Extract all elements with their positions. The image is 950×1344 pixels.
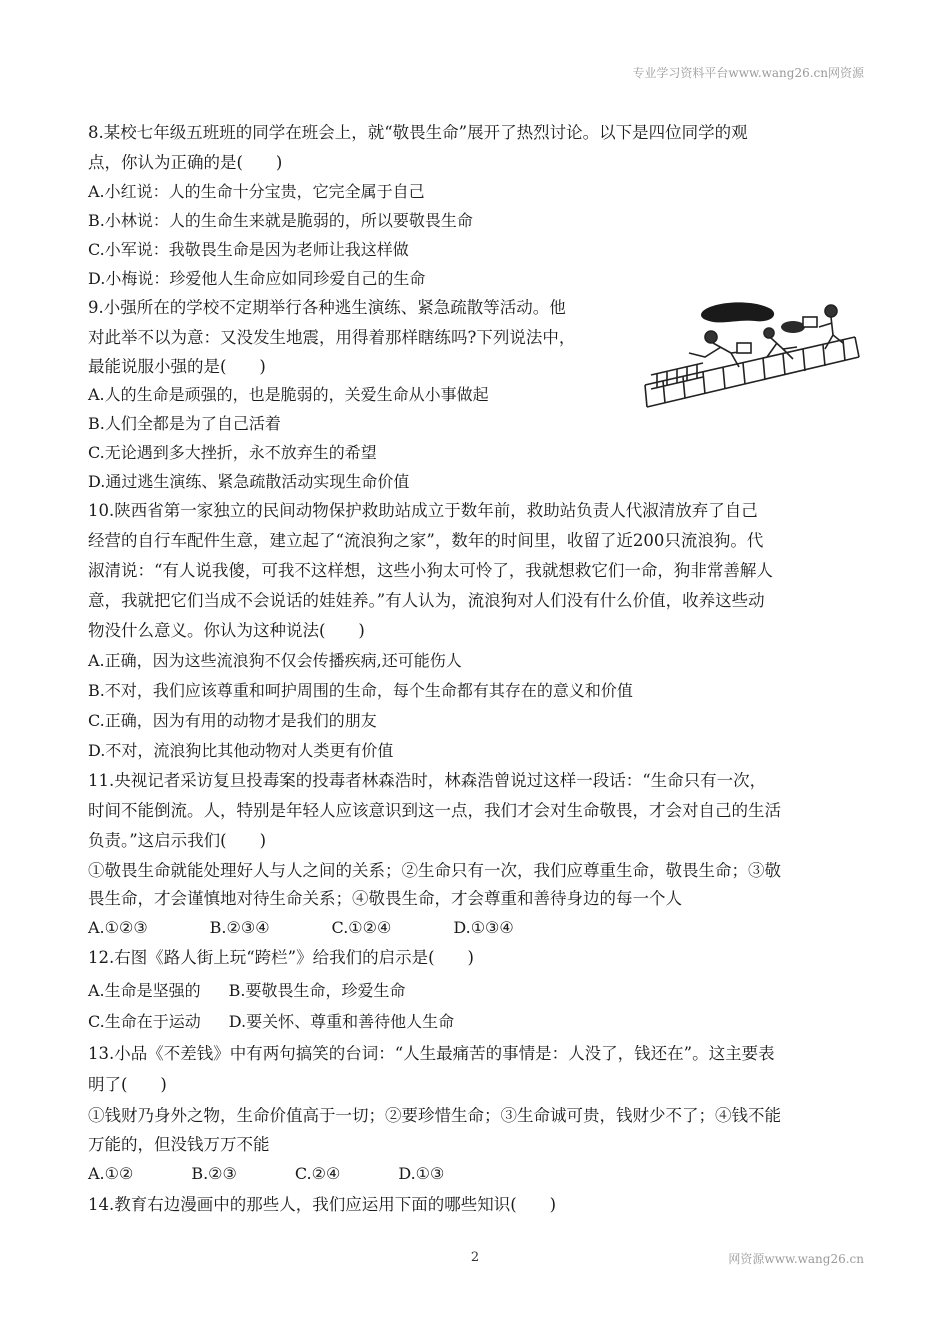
q10-stem-line-1: 10.陕西省第一家独立的民间动物保护救助站成立于数年前，救助站负责人代淑清放弃了自己: [88, 501, 758, 520]
q12-option-c: C.生命在于运动: [88, 1012, 201, 1031]
q9-stem-line-3: 最能说服小强的是( ): [88, 357, 266, 376]
q8-option-a: A.小红说：人的生命十分宝贵，它完全属于自己: [88, 182, 425, 201]
q11-option-a: A.①②③: [88, 918, 148, 937]
q12-stem-line-1: 12.右图《路人街上玩“跨栏”》给我们的启示是( ): [88, 948, 474, 967]
q13-statements-line-2: 万能的，但没钱万万不能: [88, 1135, 270, 1154]
q13-stem-line-2: 明了( ): [88, 1075, 167, 1094]
q10-option-c: C.正确，因为有用的动物才是我们的朋友: [88, 711, 377, 730]
hurdling-cartoon-illustration: [643, 297, 865, 415]
q11-stem-line-2: 时间不能倒流。人，特别是年轻人应该意识到这一点，我们才会对生命敬畏，才会对自己的生活: [88, 801, 781, 820]
page-number: 2: [470, 1250, 480, 1265]
q14-stem-line-1: 14.教育右边漫画中的那些人，我们应运用下面的哪些知识( ): [88, 1195, 557, 1214]
q10-stem-line-2: 经营的自行车配件生意，建立起了“流浪狗之家”，数年的时间里，收留了近200只流浪狗。代: [88, 531, 764, 550]
footer-watermark: 网资源www.wang26.cn: [728, 1252, 864, 1266]
q13-option-a: A.①②: [88, 1164, 134, 1183]
q12-option-b: B.要敬畏生命，珍爱生命: [228, 981, 406, 1000]
q11-stem-line-1: 11.央视记者采访复旦投毒案的投毒者林森浩时，林森浩曾说过这样一段话：“生命只有一次，: [88, 771, 767, 790]
q9-option-c: C.无论遇到多大挫折，永不放弃生的希望: [88, 443, 377, 462]
q11-statements-line-1: ①敬畏生命就能处理好人与人之间的关系；②生命只有一次，我们应尊重生命，敬畏生命；③敬: [88, 861, 781, 880]
header-watermark: 专业学习资料平台www.wang26.cn网资源: [632, 66, 864, 80]
q12-options-row-1: [88, 980, 406, 1002]
q8-option-c: C.小军说：我敬畏生命是因为老师让我这样做: [88, 240, 409, 259]
q13-stem-line-1: 13.小品《不差钱》中有两句搞笑的台词：“人生最痛苦的事情是：人没了，钱还在”。这主要表: [88, 1044, 775, 1063]
q11-option-d: D.①③④: [453, 918, 514, 937]
q10-option-b: B.不对，我们应该尊重和呵护周围的生命，每个生命都有其存在的意义和价值: [88, 681, 633, 700]
q10-stem-line-3: 淑清说：“有人说我傻，可我不这样想，这些小狗太可怜了，我就想救它们一命，狗非常善解人: [88, 561, 773, 580]
q9-option-a: A.人的生命是顽强的，也是脆弱的，关爱生命从小事做起: [88, 385, 489, 404]
q13-statements-line-1: ①钱财乃身外之物，生命价值高于一切；②要珍惜生命；③生命诚可贵，钱财少不了；④钱不能: [88, 1106, 781, 1125]
q9-stem-line-2: 对此举不以为意：又没发生地震，用得着那样瞎练吗?下列说法中，: [88, 328, 576, 347]
q9-stem-line-1: 9.小强所在的学校不定期举行各种逃生演练、紧急疏散等活动。他: [88, 298, 566, 317]
q9-option-d: D.通过逃生演练、紧急疏散活动实现生命价值: [88, 472, 410, 491]
q8-stem-line-1: 8.某校七年级五班班的同学在班会上，就“敬畏生命”展开了热烈讨论。以下是四位同学的观: [88, 123, 748, 142]
q10-option-d: D.不对，流浪狗比其他动物对人类更有价值: [88, 741, 394, 760]
q11-statements-line-2: 畏生命，才会谨慎地对待生命关系；④敬畏生命，才会尊重和善待身边的每一个人: [88, 889, 682, 908]
q8-option-d: D.小梅说：珍爱他人生命应如同珍爱自己的生命: [88, 269, 426, 288]
q10-stem-line-5: 物没什么意义。你认为这种说法( ): [88, 621, 365, 640]
q12-options-row-2: [88, 1011, 454, 1033]
q13-option-c: C.②④: [294, 1164, 341, 1183]
q13-option-b: B.②③: [191, 1164, 237, 1183]
q11-options-row: [88, 917, 514, 939]
q9-option-b: B.人们全都是为了自己活着: [88, 414, 281, 433]
q11-stem-line-3: 负责。”这启示我们( ): [88, 831, 267, 850]
q13-option-d: D.①③: [398, 1164, 445, 1183]
q8-option-b: B.小林说：人的生命生来就是脆弱的，所以要敬畏生命: [88, 211, 473, 230]
q12-option-d: D.要关怀、尊重和善待他人生命: [228, 1012, 455, 1031]
q10-stem-line-4: 意，我就把它们当成不会说话的娃娃养。”有人认为，流浪狗对人们没有什么价值，收养这些动: [88, 591, 765, 610]
q11-option-c: C.①②④: [331, 918, 392, 937]
q11-option-b: B.②③④: [209, 918, 270, 937]
q13-options-row: [88, 1163, 444, 1185]
q10-option-a: A.正确，因为这些流浪狗不仅会传播疾病,还可能伤人: [88, 651, 462, 670]
q8-stem-line-2: 点，你认为正确的是( ): [88, 153, 283, 172]
q12-option-a: A.生命是坚强的: [88, 981, 201, 1000]
